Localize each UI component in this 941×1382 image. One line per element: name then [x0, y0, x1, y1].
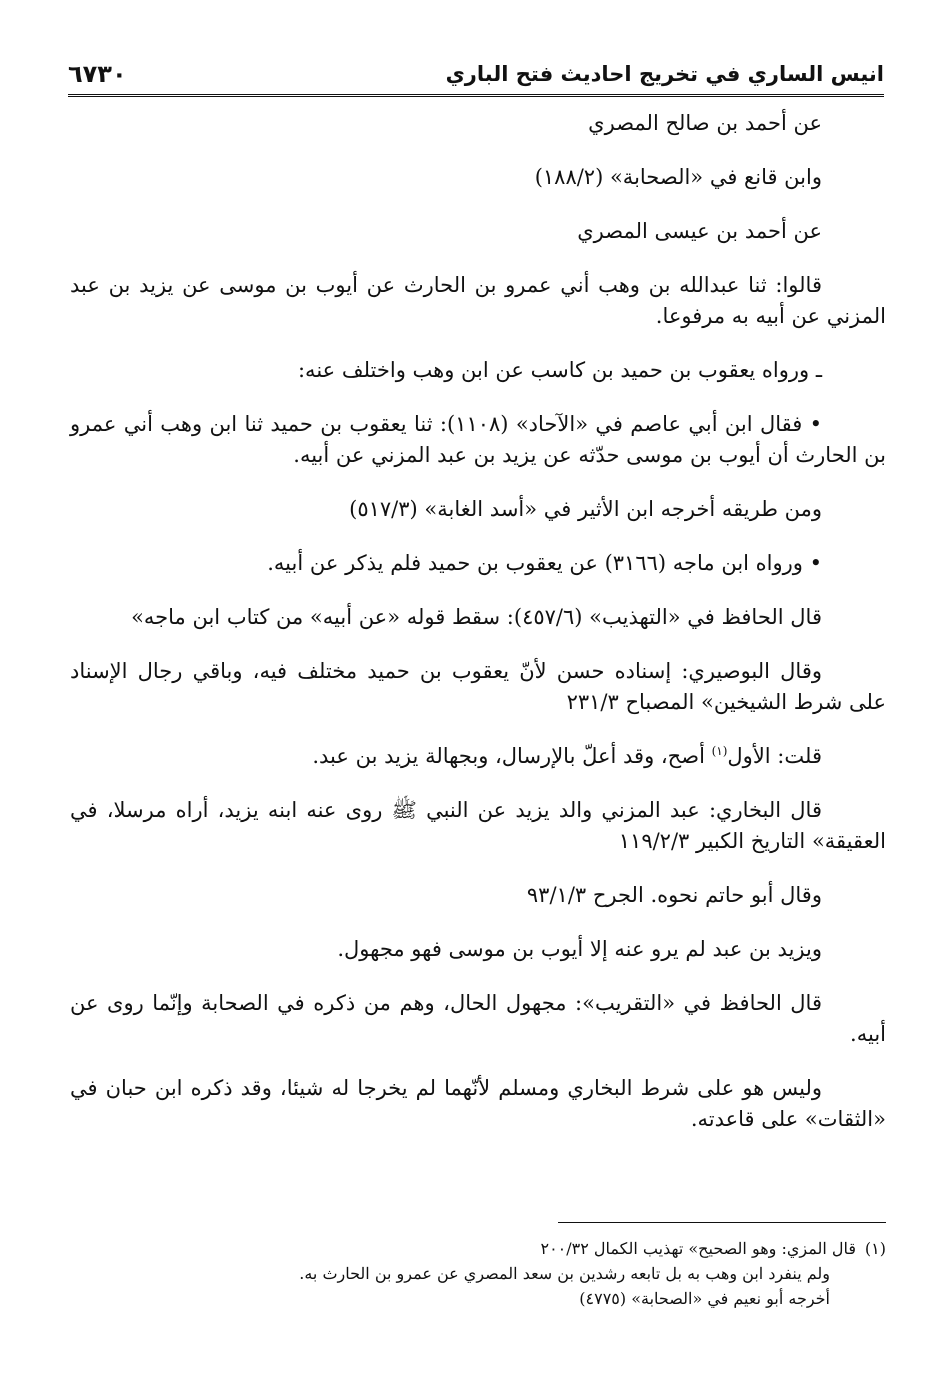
- footnote-line: ولم ينفرد ابن وهب به بل تابعه رشدين بن سعد المصري عن عمرو بن الحارث به.: [299, 1264, 830, 1283]
- footnote-line: [70, 1236, 886, 1261]
- footnote-line: أخرجه أبو نعيم في «الصحابة» (٤٧٧٥): [579, 1289, 830, 1308]
- paragraph: وقال البوصيري: إسناده حسن لأنّ يعقوب بن حميد مختلف فيه، وباقي رجال الإسناد على شرط الشيخين» المصباح ٢٣١/٣: [70, 659, 886, 714]
- paragraph-qult: [70, 741, 886, 772]
- footnotes: [70, 1236, 886, 1311]
- paragraph: قال البخاري: عبد المزني والد يزيد عن النبي ﷺ روى عنه ابنه يزيد، أراه مرسلا، في العقيقة» التاريخ الكبير ١١٩/٢/٣: [70, 798, 886, 853]
- footnote-marker: (١): [711, 744, 728, 758]
- paragraph: ومن طريقه أخرجه ابن الأثير في «أسد الغابة» (٥١٧/٣): [349, 497, 822, 521]
- paragraph: وليس هو على شرط البخاري ومسلم لأنّهما لم يخرجا له شيئا، وقد ذكره ابن حبان في «الثقات» على قاعدته.: [70, 1076, 886, 1131]
- paragraph: قالوا: ثنا عبدالله بن وهب أني عمرو بن الحارث عن أيوب بن موسى عن يزيد بن عبد المزني عن أبيه به مرفوعا.: [70, 273, 886, 328]
- footnote-text: قال المزي: وهو الصحيح» تهذيب الكمال ٢٠٠/٣٢: [540, 1239, 856, 1258]
- hafiz-taqrib: قال الحافظ في «التقريب»: مجهول الحال،: [443, 991, 822, 1015]
- page-number: ٦٧٣٠: [68, 60, 127, 88]
- qult-text: قلت: الأول: [727, 744, 822, 768]
- paragraph: وابن قانع في «الصحابة» (١٨٨/٢): [534, 165, 822, 189]
- footnote-divider: [558, 1222, 886, 1223]
- book-title: انيس الساري في تخريج احاديث فتح الباري: [445, 62, 884, 86]
- hafiz-taqrib-rest: وهم من ذكره في الصحابة وإنّما روى عن أبيه.: [70, 991, 886, 1046]
- paragraph: • ورواه ابن ماجه (٣١٦٦) عن يعقوب بن حميد فلم يذكر عن أبيه.: [267, 551, 822, 575]
- footnote-number: (١): [864, 1239, 886, 1258]
- page-header: [68, 54, 884, 97]
- paragraph: عن أحمد بن عيسى المصري: [577, 219, 822, 243]
- qult-rest: أصح، وقد أعلّ بالإرسال، وبجهالة يزيد بن عبد.: [312, 744, 712, 768]
- paragraph: وقال أبو حاتم نحوه. الجرح ٩٣/١/٣: [526, 883, 822, 907]
- main-text: [70, 108, 886, 1158]
- paragraph: ـ ورواه يعقوب بن حميد بن كاسب عن ابن وهب واختلف عنه:: [297, 358, 822, 382]
- paragraph: • فقال ابن أبي عاصم في «الآحاد» (١١٠٨): ثنا يعقوب بن حميد ثنا ابن وهب أني عمرو بن الحارث أن أيوب بن موسى حدّثه عن يزيد بن عبد المزني عن أبيه.: [70, 412, 886, 467]
- paragraph: [70, 988, 886, 1050]
- paragraph: عن أحمد بن صالح المصري: [588, 111, 822, 135]
- paragraph: قال الحافظ في «التهذيب» (٤٥٧/٦): سقط قوله «عن أبيه» من كتاب ابن ماجه»: [131, 605, 822, 629]
- paragraph: ويزيد بن عبد لم يرو عنه إلا أيوب بن موسى فهو مجهول.: [337, 937, 822, 961]
